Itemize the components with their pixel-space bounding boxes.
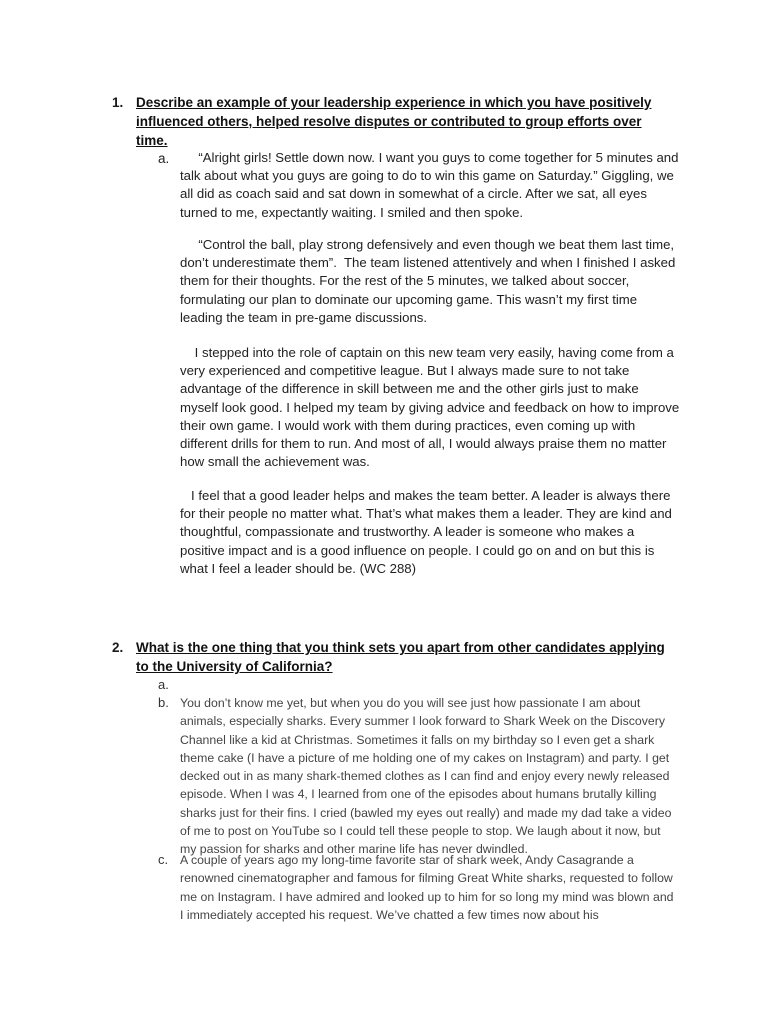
question-1-item-a-letter: a. <box>158 151 170 166</box>
question-2-item-c-letter: c. <box>158 852 169 867</box>
question-2-number: 2. <box>112 640 124 655</box>
question-1-number: 1. <box>112 95 124 110</box>
question-2-item-a-letter: a. <box>158 677 169 692</box>
question-2-item-b-text: You don’t know me yet, but when you do you will see just how passionate I am about animals, especially sharks. Every summer I look forward to Shark Week on the Discovery Channel like a kid at Christmas. Sometimes it falls on my birthday so I even get a shark theme cake (I have a picture of me holding one of my cakes on Instagram) and party. I get decked out in as many shark-themed clothes as I can find and enjoy every newly released episode. When I was 4, I learned from one of the episodes about humans brutally killing sharks just for their fins. I cried (bawled my eyes out really) and made my dad take a video of me to post on YouTube so I could tell these people to stop. We laugh about it now, but my passion for sharks and other marine life has never dwindled. <box>180 696 675 857</box>
question-2-prompt: What is the one thing that you think sets you apart from other candidates applying to the University of California? <box>136 640 665 674</box>
question-1-paragraph-3: I stepped into the role of captain on this new team very easily, having come from a very experienced and competitive league. But I always made sure to not take advantage of the difference in skill between me and the other girls just to make myself look good. I helped my team by giving advice and feedback on how to improve their own game. I would work with them during practices, even coming up with different drills for them to run. And most of all, I would always praise them no matter how small the achievement was. <box>180 345 683 470</box>
question-2-item-b-letter: b. <box>158 695 169 710</box>
question-2-item-c-text: A couple of years ago my long-time favorite star of shark week, Andy Casagrande a renowned cinematographer and famous for filming Great White sharks, requested to follow me on Instagram. I have admired and looked up to him for so long my mind was blown and I immediately accepted his request. We’ve chatted a few times now about his <box>180 853 677 922</box>
question-1-paragraph-1: “Alright girls! Settle down now. I want you guys to come together for 5 minutes and talk about what you guys are going to do to win this game on Saturday.” Giggling, we all did as coach said and sat down in somewhat of a circle. After we sat, all eyes turned to me, expectantly waiting. I smiled and then spoke. <box>180 150 683 220</box>
question-1-paragraph-2: “Control the ball, play strong defensively and even though we beat them last time, don’t underestimate them”. The team listened attentively and when I finished I asked them for their thoughts. For the rest of the 5 minutes, we talked about soccer, formulating our plan to dominate our upcoming game. This wasn’t my first time leading the team in pre-game discussions. <box>180 237 679 325</box>
question-1-prompt: Describe an example of your leadership experience in which you have positively influenced others, helped resolve disputes or contributed to group efforts over time. <box>136 95 652 148</box>
question-1-paragraph-4: I feel that a good leader helps and makes the team better. A leader is always there for their people no matter what. That’s what makes them a leader. They are kind and thoughtful, compassionate and trustworthy. A leader is someone who makes a positive impact and is a good influence on people. I could go on and on but this is what I feel a leader should be. (WC 288) <box>180 488 676 576</box>
